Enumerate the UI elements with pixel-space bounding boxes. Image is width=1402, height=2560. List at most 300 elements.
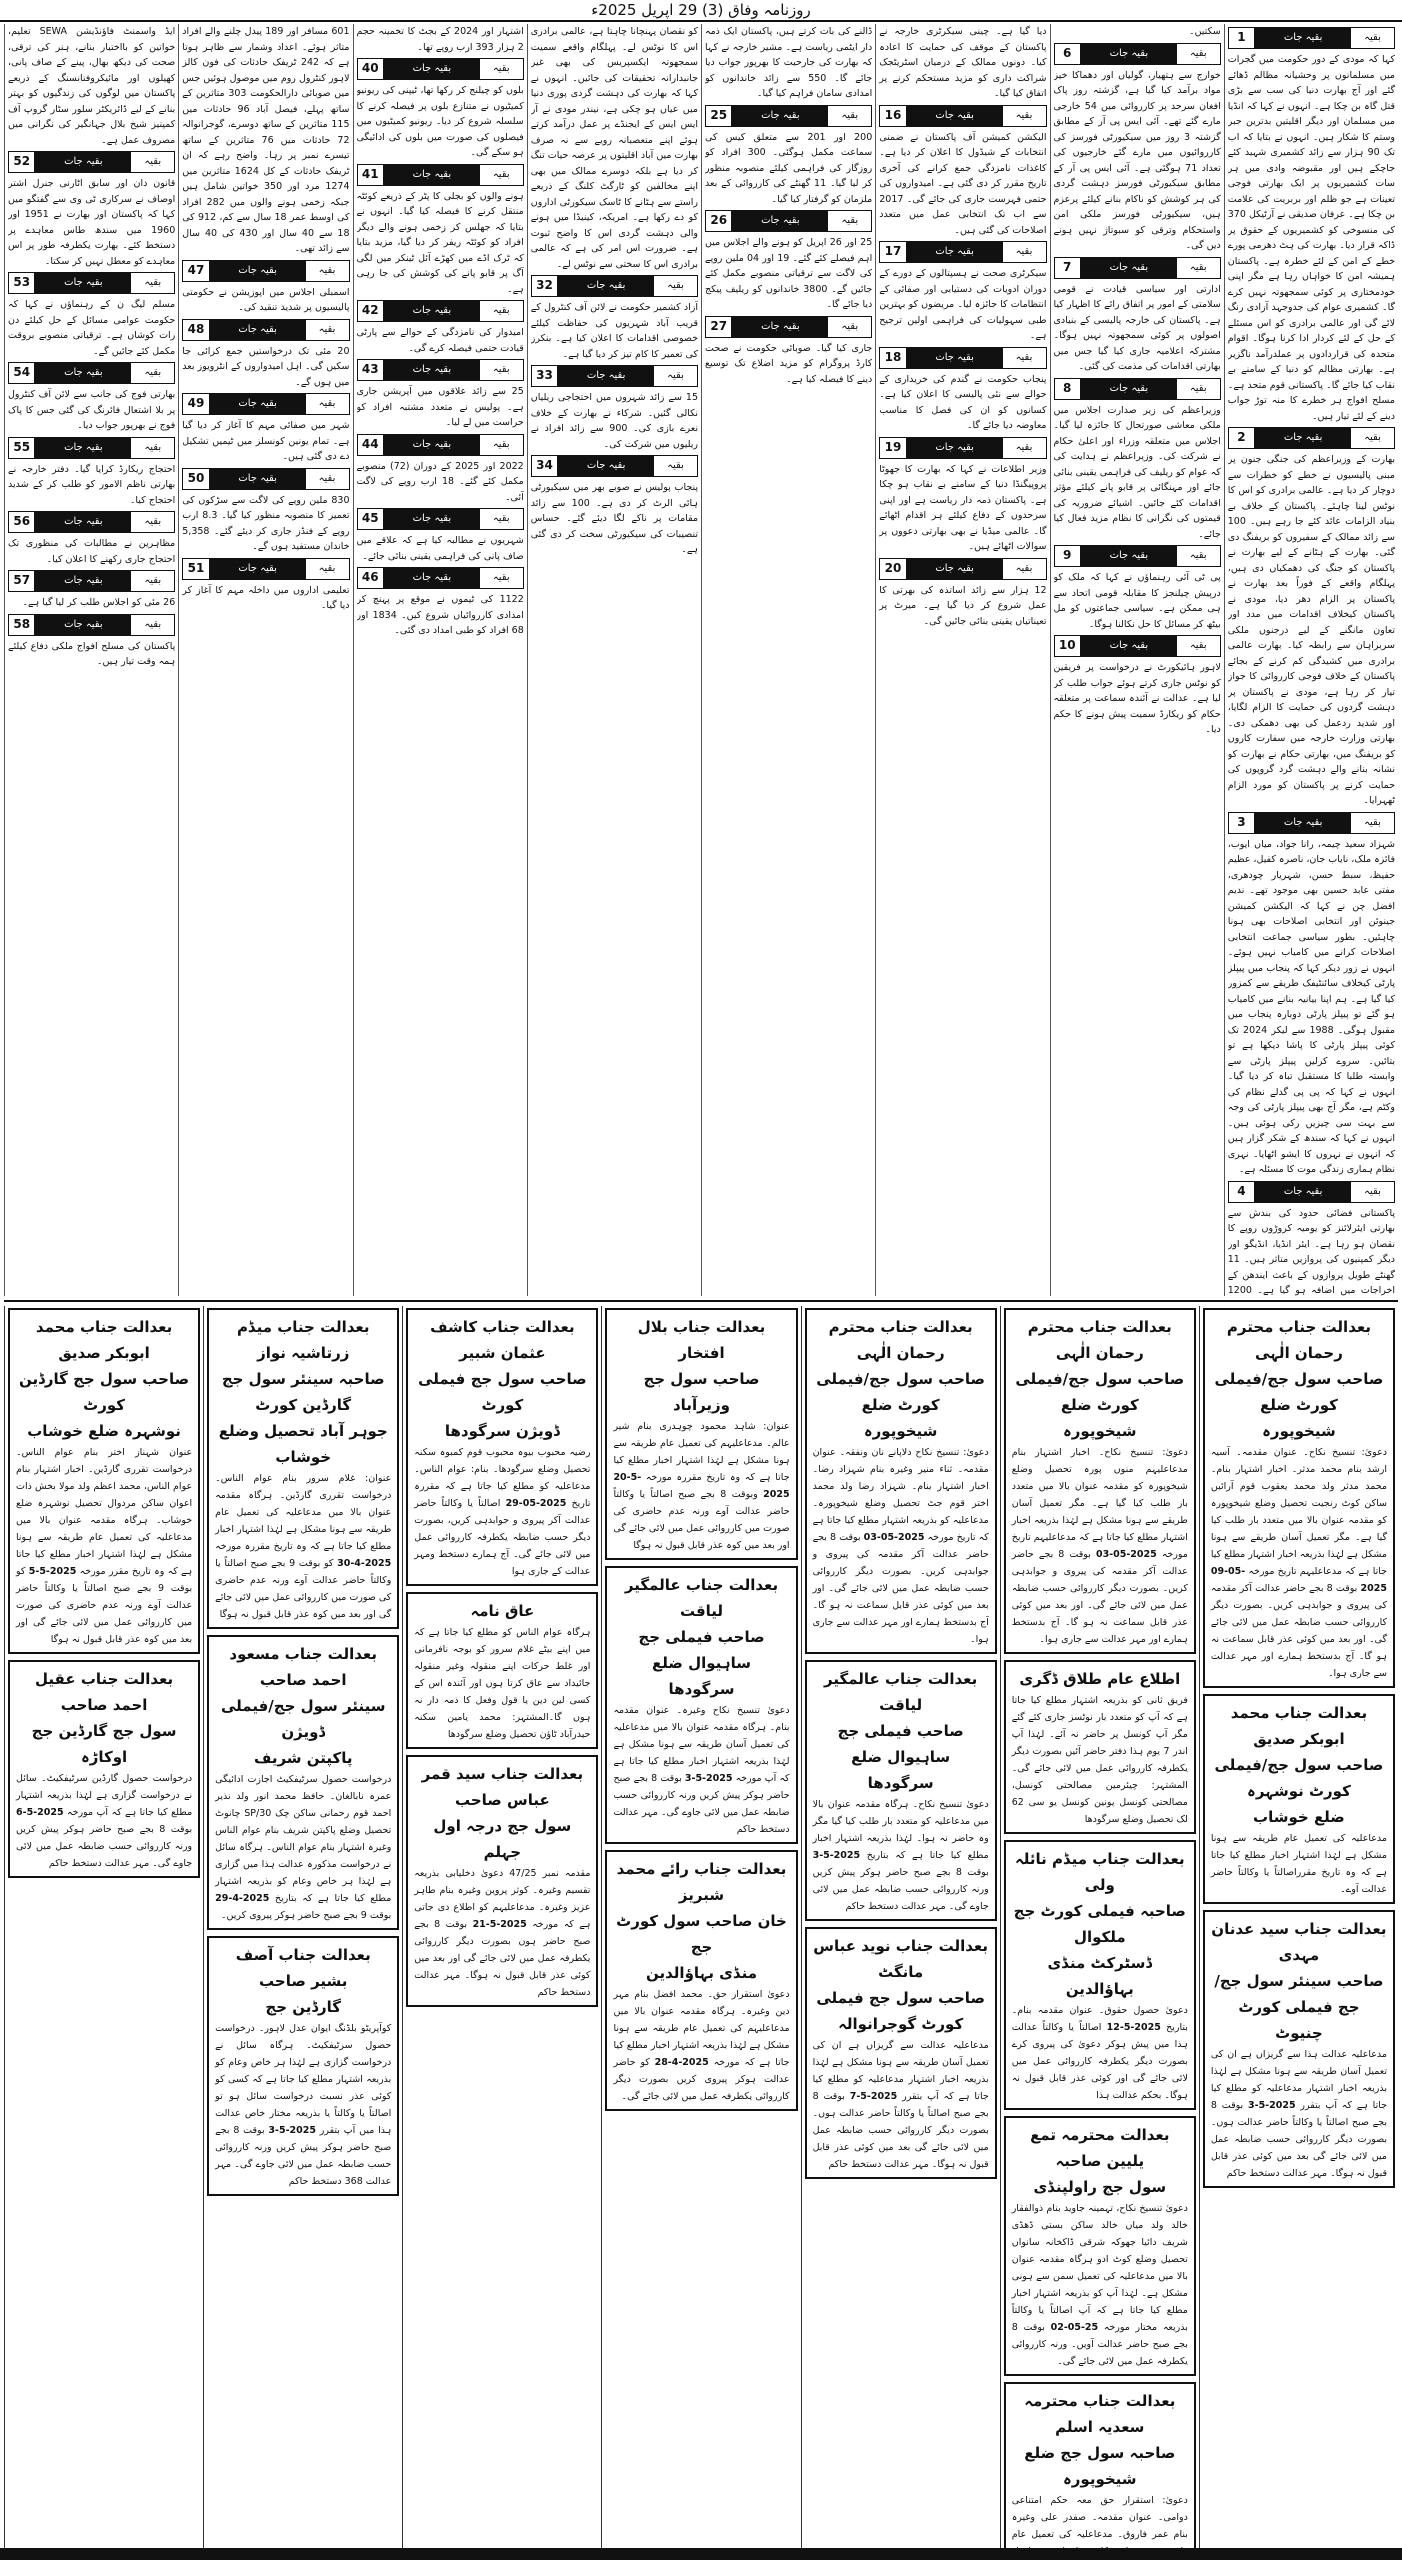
label-main: بقیہ جات xyxy=(907,242,1003,262)
continuation-label xyxy=(879,437,1046,459)
label-word: بقیہ xyxy=(1177,636,1220,656)
label-number: 19 xyxy=(880,438,906,458)
notice-heading: صاحب سول جج فیملی کورٹ گوجرانوالہ xyxy=(816,1989,985,2033)
label-word: بقیہ xyxy=(1351,28,1394,48)
article-text: 601 مسافر اور 189 پیدل چلنے والے افراد متاثر ہوئے۔ اعداد وشمار سے ظاہر ہوتا ہے کہ 242 ٹریفک حادثات کی فون کالز لاہور کنٹرول روم میں موصول ہوئیں جس میں صوبائی دارالحکومت 303 متاثرین کے ساتھ پہلے، فیصل آباد 96 حادثات میں 115 متاثرین کے ساتھ دوسرے، گوجرانوالہ 72 حادثات میں 76 متاثرین کے ساتھ تیسرے نمبر پر رہا۔ واضح رہے کہ ان ٹریفک حادثات کے کل 1624 متاثرین میں 1274 مرد اور 350 خواتین شامل ہیں جبکہ زخمی ہونے والوں میں 282 افراد کی اوسط عمر 18 سال سے کم، 912 کی 18 سے 40 سال اور 430 کی 40 سال سے زائد تھی۔ xyxy=(182,26,350,254)
notice-date: 29-4-2025 xyxy=(215,1893,270,1904)
article-text: خوارج سے ہتھیار، گولیاں اور دھماکا خیز مواد برآمد کیا گیا ہے، گزشتہ روز پاک افغان سرحد پر کارروائی میں 54 خارجی مارے گئے تھے۔ آئی ایس پی آر کے مطابق گزشتہ 3 روز میں سیکیورٹی فورسز کی کارروائیوں میں مارے گئے خارجیوں کی تعداد 71 ہوگئی ہے۔ آئی ایس پی آر کے مطابق سیکیورٹی فورسز دہشت گردی کی ہر کوشش کو ناکام بنانے کیلئے پرعزم ہیں، سیکیورٹی فورسز ملکی امن واستحکام وترقی کو سبوتاژ نہیں ہونے دیں گی۔ xyxy=(1053,69,1221,251)
notice-text: مقدمہ نمبر 47/25 دعویٰ دخلیابی بذریعہ تقسیم وغیرہ۔ کوثر پروین وغیرہ بنام طاہر عزیز وغیرہ۔ مدعاعلیہم کو اطلاع دی جاتی ہے کہ مورخہ xyxy=(414,1868,591,1930)
label-number: 40 xyxy=(358,59,384,79)
label-word: بقیہ xyxy=(1351,428,1394,448)
notice-text: عنوان: غلام سرور بنام عوام الناس۔ درخواست تقرری گارڈین۔ ہرگاہ مقدمہ عنوان بالا میں مدعاعلیہ کی تعمیل عام طریقہ سے ہونا مشکل ہے لہٰذا اشتہار اخبار مطلع کیا جاتا ہے کہ وہ تاریخ مقررہ مورخہ xyxy=(215,1473,392,1552)
label-main: بقیہ جات xyxy=(558,456,654,476)
article-text: 1122 کی ٹیموں نے موقع پر پہنچ کر امدادی کارروائیاں شروع کیں۔ 1834 اور 68 افراد کو طبی امداد دی گئی۔ xyxy=(356,594,524,636)
notice-heading: صاحبہ فیملی کورٹ جج ملکوال xyxy=(1013,1902,1186,1946)
newspaper-page xyxy=(4,24,1398,2554)
notice-heading: صاحب سول جج وزیرآباد xyxy=(643,1370,760,1414)
label-word: بقیہ xyxy=(131,438,174,458)
article-text: 15 سے زائد شہروں میں احتجاجی ریلیاں نکالی گئیں۔ شرکاء نے بھارت کے خلاف نعرے بازی کی۔ 900 سے زائد افراد نے ریلیوں میں شرکت کی۔ xyxy=(530,392,698,450)
article-text: اسمبلی اجلاس میں اپوزیشن نے حکومتی پالیسیوں پر شدید تنقید کی۔ xyxy=(182,286,350,313)
notice-heading: بعدالت جناب نوید عباس مانگٹ xyxy=(813,1937,989,1981)
article-text: شہزاد سعید چیمہ، رانا جواد، میاں ایوب، فائزہ ملک، نایاب جان، ناصرہ کفیل، عظیم حفیظ، سبط حسن، شہریار چودھری، مفتی عابد حسین بھی موجود تھے۔ ندیم افضل چن نے کہا کہ الیکشن کمیشن جینوئن اور انتخابی اصلاحات بھی ہونا چاہئیں۔ بطور سیاسی جماعت انتخابی اصلاحات کرانے میں کامیاب نہیں ہوئے۔ انہوں نے زور دیکر کہا کہ پنجاب میں پیپلز پارٹی کیخلاف سائنٹیفک طریقے سے کمزور کیا گیا ہے۔ ہم اپنا بیانیہ بنانے میں کامیاب ہو گئے تو پیپلز پارٹی دوبارہ پنجاب میں مقبول ہوگی۔ 1988 سے لیکر 2024 تک کوئی پیپلز پارٹی کا پاشا دیکھا ہے تو بتائیں۔ سروے کرلیں پیپلز پارٹی سے وابستہ طلبا کا مستقبل تباہ کر دیا گیا۔ انہوں نے کہا کہ پی پی گدلے نظام کی وکٹم ہے، مگر آج بھی پیپلز پارٹی کی وجہ سے بہت سی چیزیں رکی ہوئی ہیں۔ انہوں نے کہا کہ سندھ کے شکر گزار ہیں کہ انہوں نے نہروں کا ایشو اٹھایا۔ نہری نظام ہماری زندگی موت کا مسئلہ ہے۔ xyxy=(1227,838,1395,1175)
notice-date: 3-5-2025 xyxy=(268,2125,316,2136)
notice-heading: ڈویژن سرگودھا xyxy=(444,1422,560,1440)
notice-date: 28-4-2025 xyxy=(654,2057,709,2068)
label-main: بقیہ جات xyxy=(1081,636,1177,656)
notice-tail: بوقت 8 بجے صبح حاضر ہوں بصورت دیگر کارروائی یکطرفہ عمل میں لائی جائے گی اور بعد میں کوئی عذر قابل قبول نہ ہوگا۔ مہر عدالت دستخط حاکم xyxy=(414,1919,591,1998)
notice-text: دعویٰ تنسیخ نکاح۔ ہرگاہ مقدمہ عنوان بالا میں مدعاعلیہ کو متعدد بار طلب کیا گیا مگر وہ حاضر نہ ہوا۔ لہٰذا بذریعہ اشتہار اخبار مطلع کیا جاتا ہے کہ بتاریخ xyxy=(812,1799,989,1861)
article-text: بھارتی فوج کی جانب سے لائن آف کنٹرول پر بلا اشتعال فائرنگ کی گئی جس کا پاک فوج نے بھرپور جواب دیا۔ xyxy=(8,389,176,431)
label-main: بقیہ جات xyxy=(907,559,1003,579)
continuation-label xyxy=(182,558,349,580)
notice-text: عنوان: شاہد محمود چوہدری بنام شیر عالم۔ مدعاعلیہم کی تعمیل عام طریقہ سے ہونا مشکل ہے لہٰذا اشتہار اخبار مطلع کیا جاتا ہے کہ وہ تاریخ مقررہ مورخہ xyxy=(613,1421,790,1483)
label-main: بقیہ جات xyxy=(1081,258,1177,278)
notice-body xyxy=(1012,1444,1188,1648)
label-main: بقیہ جات xyxy=(1255,28,1351,48)
continuation-label xyxy=(8,437,175,459)
court-notice xyxy=(406,1755,598,2007)
label-number: 53 xyxy=(9,273,35,293)
label-main: بقیہ جات xyxy=(1255,428,1351,448)
label-main: بقیہ جات xyxy=(558,366,654,386)
notice-tail: بوقت 8 بجے صبح اصالتاً یا وکالتاً حاضر عدالت ہوں۔ بصورت دیگر کارروائی حسب ضابطہ عمل میں لائی جائے گی بعد میں کوئی عذر قابل قبول نہ ہوگا۔ مہر عدالت دستخط حاکم xyxy=(1210,2100,1387,2179)
continuation-label xyxy=(531,455,698,477)
notice-column xyxy=(601,1306,800,2554)
notice-date: 20-5-2025 xyxy=(613,1472,790,1500)
notice-body xyxy=(414,1444,590,1580)
label-number: 55 xyxy=(9,438,35,458)
notice-tail: بوقت 8 بجے صبح حاضر ہوکر پیش کریں ورنہ کارروائی حسب ضابطہ عمل میں لائی جاوے گی۔ مہر عدالت دستخط حاکم xyxy=(812,1867,989,1912)
label-main: بقیہ جات xyxy=(35,512,131,532)
label-word: بقیہ xyxy=(131,615,174,635)
notice-column xyxy=(1000,1306,1199,2554)
label-word: بقیہ xyxy=(480,568,523,588)
notice-body xyxy=(813,1796,989,1915)
article-text: ادارتی اور سیاسی قیادت نے قومی سلامتی کے امور پر اتفاق رائے کا اظہار کیا ہے۔ پاکستان کی خارجہ پالیسی کے بنیادی اصولوں پر کوئی سمجھوتہ نہیں ہوگا۔ مشترکہ اعلامیہ جاری کیا گیا جس میں بھارتی اقدامات کی مذمت کی گئی۔ xyxy=(1053,283,1221,372)
notice-tail: المشتہر: محمد یامین سکنہ حیدرآباد ٹاؤن تحصیل وضلع سرگودھا xyxy=(414,1712,591,1740)
notice-heading: صاحب فیملی جج ساہیوال ضلع xyxy=(837,1722,964,1766)
label-word: بقیہ xyxy=(480,165,523,185)
court-notice xyxy=(1004,1308,1196,1654)
notice-tail: کو بوقت 9 بجے صبح اصالتاً یا وکالتاً حاضر عدالت آوے ورنہ عدم حاضری کی صورت میں کارروائی عمل میں لائی جائے گی اور بعد میں کوہ عذر قابل قبول نہ ہوگا xyxy=(16,1566,193,1645)
notice-body xyxy=(1012,2200,1188,2370)
page-masthead xyxy=(0,0,1402,22)
label-number: 32 xyxy=(532,276,558,296)
masthead-title: روزنامہ وفاق (3) 29 اپریل 2025ء xyxy=(591,1,811,19)
notice-text: دعویٰ: تنسیخ نکاح۔ اخبار اشتہار بنام مدعاعلیہم منوں پورہ تحصیل وضلع شیخوپورہ کو مقدمہ عنوان بالا میں متعدد بار طلب کیا گیا ہے۔ مگر تعمیل آسان طریقے سے ہونا مشکل ہے لہٰذا بذریعہ اخبار اشتہار مطلع کیا جاتا ہے کہ مدعاعلیہم تاریخ مورخہ xyxy=(1011,1447,1188,1560)
label-word: بقیہ xyxy=(1003,106,1046,126)
article-text: مظاہرین نے مطالبات کی منظوری تک احتجاج جاری رکھنے کا اعلان کیا۔ xyxy=(8,538,176,565)
continuation-label xyxy=(879,105,1046,127)
notice-text: رضیہ محبوب بیوہ محبوب قوم کمبوہ سکنہ تحصیل وضلع سرگودھا۔ بنام: عوام الناس۔ مدعاعلیہ کو مطلع کیا جاتا ہے کہ مقررہ تاریخ xyxy=(414,1447,591,1509)
notice-body xyxy=(1211,1830,1387,1898)
notice-tail: بوقت 8 بجے صبح حاضر ہوکر پیش کریں ورنہ کارروائی حسب ضابطہ عمل میں لائی جاوے گی۔ مہر عدالت دستخط حاکم xyxy=(16,1824,193,1869)
label-word: بقیہ xyxy=(306,320,349,340)
notice-heading: سول جج درجہ اول جہلم xyxy=(433,1817,572,1861)
label-main: بقیہ جات xyxy=(384,165,480,185)
notice-heading: ضلع خوشاب xyxy=(1253,1808,1345,1826)
notice-body xyxy=(215,1771,391,1924)
continuation-label xyxy=(8,362,175,384)
label-main: بقیہ جات xyxy=(732,106,828,126)
label-number: 25 xyxy=(706,106,732,126)
news-column xyxy=(701,24,875,1296)
continuation-label xyxy=(1228,812,1395,834)
notice-date: 12-5-2025 xyxy=(1106,2022,1161,2033)
label-word: بقیہ xyxy=(1177,546,1220,566)
court-notice xyxy=(207,1936,399,2196)
label-main: بقیہ جات xyxy=(35,363,131,383)
article-text: قانون دان اور سابق اٹارنی جنرل اشتر اوصاف نے سرکاری ٹی وی سے گفتگو میں کہا کہ پاکستان اور بھارت نے 1951 اور 1960 میں سندھ طاس معاہدے پر دستخط کئے۔ بھارت یکطرفہ طور پر اس معاہدے کو معطل نہیں کر سکتا۔ xyxy=(8,178,176,267)
notice-heading: بعدالت جناب مسعود احمد صاحب xyxy=(229,1645,378,1689)
article-text: پاکستان کی مسلح افواج ملکی دفاع کیلئے ہمہ وقت تیار ہیں۔ xyxy=(8,640,176,667)
label-word: بقیہ xyxy=(654,366,697,386)
label-main: بقیہ جات xyxy=(35,152,131,172)
label-number: 1 xyxy=(1229,28,1255,48)
label-main: بقیہ جات xyxy=(732,211,828,231)
label-number: 4 xyxy=(1229,1182,1255,1202)
label-number: 17 xyxy=(880,242,906,262)
label-word: بقیہ xyxy=(1003,438,1046,458)
article-text: پاکستانی فضائی حدود کی بندش سے بھارتی ایئرلائنز کو یومیہ کروڑوں روپے کا نقصان ہو رہا ہے۔ ایئر انڈیا، انڈیگو اور دیگر کمپنیوں کی پروازیں متاثر ہیں۔ 11 گھنٹے طویل پروازوں کے باعث ایندھن کے اخراجات میں اضافہ ہو گیا ہے۔ 1200 xyxy=(1227,1207,1395,1296)
notice-body xyxy=(1012,1692,1188,1828)
notice-body xyxy=(613,1986,789,2105)
notice-text: عنوان شہناز اختر بنام عوام الناس۔ درخواست تقرری گارڈین۔ اخبار اشتہار بنام عوام الناس، محمد اعظم ولد مولا بخش ذات اعوان ساکن مردوال تحصیل نوشہرہ ضلع خوشاب۔ ہرگاہ مقدمہ عنوان بالا میں مدعاعلیہ کی تعمیل عام طریقہ سے ہونا مشکل ہے لہٰذا اشتہار اخبار مطلع کیا جاتا ہے کہ وہ تاریخ مقرر مورخہ xyxy=(16,1447,193,1577)
label-main: بقیہ جات xyxy=(384,301,480,321)
article-text: بلوں کو چیلنج کر رکھا تھا، ٹیپنی کی ریونیو کمیٹیوں نے متنازع بلوں پر فیصلہ کرنے کا سلسلہ شروع کر دیا۔ ریونیو کمیٹیوں میں فیصلوں کی صورت میں بلوں کی ادائیگی ہو سکے گی۔ xyxy=(356,85,524,158)
notice-tail: بوقت 8 بجے صبح اصالتاً یا وکالتاً حاضر عدالت ہوں۔ بصورت دیگر کارروائی حسب ضابطہ عمل میں لائی جائے گی بعد میں کوئی عذر قابل قبول نہ ہوگا۔ مہر عدالت دستخط حاکم xyxy=(812,2091,989,2170)
article-text: ڈالنے کی بات کرتے ہیں، پاکستان ایک ذمہ دار ایٹمی ریاست ہے۔ مشیر خارجہ نے کہا کہ بھارت کی جارحیت کا بھرپور جواب دیا جائے گا۔ 550 سے زائد خاندانوں کو امدادی سامان فراہم کیا گیا۔ xyxy=(705,26,873,99)
notice-date: 3-5-2025 xyxy=(1248,2100,1296,2111)
label-word: بقیہ xyxy=(1003,559,1046,579)
notice-column xyxy=(801,1306,1000,2554)
notice-date: 02-05-25 xyxy=(1050,2322,1099,2333)
article-text: وزیر اطلاعات نے کہا کہ بھارت کا جھوٹا پروپیگنڈا دنیا کے سامنے بے نقاب ہو چکا ہے۔ پاکستان ذمہ دار ریاست ہے اور اپنی سرحدوں کے دفاع کیلئے ہر اقدام اٹھائے گا۔ عالمی میڈیا نے بھی بھارتی دعووں پر سوالات اٹھائے ہیں۔ xyxy=(879,463,1047,552)
notice-date: 3-5-2025 xyxy=(684,1773,733,1784)
notice-heading: بعدالت جناب سید عدنان مہدی xyxy=(1211,1920,1387,1964)
article-text: کہا کہ مودی کے دور حکومت میں گجرات میں مسلمانوں پر وحشیانہ مظالم ڈھائے گئے اور آج بھارت دنیا کی سب سے بڑی قتل گاہ بن چکا ہے۔ انہوں نے کہا کہ انڈیا میں مسلمان اور دیگر اقلیتیں بدترین جبر وستم کا شکار ہیں۔ انہوں نے بتایا کہ اب تک 90 ہزار سے زائد کشمیری شہید کئے جاچکے ہیں اور مقبوضہ وادی میں ہر سات کشمیریوں پر ایک بھارتی فوجی تعینات ہے جو ظلم اور بربریت کی علامت بن چکا ہے۔ عرفان صدیقی نے آرٹیکل 370 کی منسوخی کو کشمیریوں کے حقوق پر ڈاکہ قرار دیا۔ بھارت کی ہٹ دھرمی پورے خطے کے امن کے لئے خطرہ ہے۔ پاکستان ہمیشہ امن کا خواہاں رہا ہے مگر اپنی خودمختاری پر کوئی سمجھوتہ نہیں کرے گا۔ کشمیری عوام کی جدوجہد آزادی رنگ لائے گی اور عالمی برادری کو اس مسئلے کے حل کے لئے کردار ادا کرنا ہوگا۔ اقوام متحدہ کی قراردادوں پر عملدرآمد ناگزیر ہے۔ بھارتی مظالم کو دنیا کے سامنے بے نقاب کیا جائے گا۔ پاکستانی قوم متحد ہے۔ مسلح افواج ہر خطرے کا منہ توڑ جواب دینے کے لئے تیار ہیں۔ xyxy=(1227,54,1395,422)
label-main: بقیہ جات xyxy=(907,348,1003,368)
court-notice xyxy=(1203,1694,1395,1904)
court-notice xyxy=(605,1308,797,1560)
label-word: بقیہ xyxy=(131,273,174,293)
notice-column xyxy=(402,1306,601,2554)
continuation-label xyxy=(1054,43,1221,65)
continuation-label xyxy=(357,58,524,80)
label-number: 46 xyxy=(358,568,384,588)
notice-tail: اصالتاً یا وکالتاً حاضر عدالت آوے۔ xyxy=(1210,1867,1387,1895)
notice-heading: صاحب سول جج/فیملی کورٹ ضلع xyxy=(1214,1370,1384,1414)
label-word: بقیہ xyxy=(654,276,697,296)
article-text: 200 اور 201 سے متعلق کیس کی سماعت مکمل ہوگئی۔ 300 افراد کو روزگار کی فراہمی کیلئے منصوبہ منظور کر لیا گیا۔ 11 گھنٹے کی کارروائی کے بعد ملزمان کو گرفتار کیا گیا۔ xyxy=(705,131,873,205)
article-text: ایڈ واسمنٹ فاؤنڈیشن SEWA تعلیم، خواتین کو بااختیار بنانے، ہنر کی ترقی، صحت کی دیکھ بھال، پینے کے صاف پانی، کھیلوں اور مائیکروفنانسنگ کے ذریعے پاکستان میں لوگوں کی زندگیوں کو بہتر بنانے کے لیے ڈائریکٹر سلور سٹار گروپ آف کمپنیز شیخ بلال جہانگیر کی نگرانی میں مصروف عمل ہے۔ xyxy=(8,26,176,146)
notice-date: 7-5-2025 xyxy=(849,2091,898,2102)
label-main: بقیہ جات xyxy=(1255,813,1351,833)
notice-column xyxy=(4,1306,203,2554)
notice-tail: بوقت 8 بجے حاضر عدالت آکر مقدمہ کی پیروی و جوابدہی کریں۔ بصورت دیگر کارروائی حسب ضابطہ عمل میں لائی جائے گی۔ اور بعد میں کوئی عذر قابل سماعت نہ ہو گا۔ آج بدستخط ہمارے اور مہر عدالت سے جاری ہوا۔ xyxy=(1011,1549,1188,1645)
label-number: 52 xyxy=(9,152,35,172)
label-word: بقیہ xyxy=(131,512,174,532)
article-text: شہر میں صفائی مہم کا آغاز کر دیا گیا ہے۔ تمام یونین کونسلز میں ٹیمیں تشکیل دے دی گئی ہیں۔ xyxy=(182,420,350,462)
continuation-label xyxy=(182,468,349,490)
label-number: 47 xyxy=(183,261,209,281)
court-notice xyxy=(805,1308,997,1654)
continuation-label xyxy=(357,434,524,456)
continuation-label xyxy=(182,260,349,282)
label-word: بقیہ xyxy=(480,435,523,455)
notice-heading: بعدالت جناب میڈم نائلہ ولی xyxy=(1014,1850,1185,1894)
label-word: بقیہ xyxy=(480,59,523,79)
continuation-label xyxy=(357,164,524,186)
continuation-label xyxy=(879,347,1046,369)
notice-body xyxy=(1211,2046,1387,2182)
article-text: 2022 اور 2025 کے دوران (72) منصوبے مکمل کئے گئے۔ 18 ارب روپے کی لاگت آئی۔ xyxy=(356,460,524,503)
notice-heading: گارڈین جج xyxy=(265,1998,342,2016)
label-main: بقیہ جات xyxy=(210,261,306,281)
notice-heading: صاحبہ سینئر سول جج گارڈین کورٹ xyxy=(221,1370,385,1414)
court-notice xyxy=(8,1660,200,1878)
continuation-label xyxy=(879,558,1046,580)
notice-heading: بعدالت جناب میڈم زرتاشیہ نواز xyxy=(236,1318,370,1362)
notice-tail: وبوقت 8 بجے صبح اصالتاً یا وکالتاً حاضر عدالت آوے ورنہ عدم حاضری کی صورت میں کارروائی عمل میں لائی جائے گی اور بعد میں کوہ عذر قابل قبول نہ ہوگا xyxy=(613,1489,790,1551)
news-column xyxy=(527,24,701,1296)
continuation-label xyxy=(1054,378,1221,400)
notice-heading: بعدالت جناب کاشف عثمان شبیر xyxy=(430,1318,575,1362)
notice-body xyxy=(414,1624,590,1743)
label-main: بقیہ جات xyxy=(210,559,306,579)
notice-body xyxy=(414,1865,590,2001)
notice-body xyxy=(813,2037,989,2173)
notice-heading: صاحب سول جج فیملی کورٹ xyxy=(418,1370,587,1414)
label-word: بقیہ xyxy=(1351,813,1394,833)
notice-date: 03-05-2025 xyxy=(1095,1549,1157,1560)
notice-tail: اصالتاً یا وکالتاً عدالت ہذا میں پیش ہوکر دعویٰ کی پیروی کرے بصورت دیگر یکطرفہ کارروائی عمل میں لائی جائے گی اور کوئی عذر قابل قبول نہ ہوگا۔ بحکم عدالت ہذا xyxy=(1011,2022,1188,2101)
article-text: شہریوں نے مطالبہ کیا ہے کہ علاقے میں صاف پانی کی فراہمی یقینی بنائی جائے۔ xyxy=(356,535,524,562)
continuation-label xyxy=(8,614,175,636)
notice-tail: المشتہر: چیئرمین مصالحتی کونسل، مصالحتی کونسل یونین کونسل یو سی 62 لک تحصیل وضلع سرگودھا xyxy=(1011,1780,1188,1825)
notice-heading: بعدالت جناب محترم رحمان الٰہی xyxy=(828,1318,973,1362)
notice-heading: جوہر آباد تحصیل وضلع خوشاب xyxy=(218,1422,388,1466)
notice-heading: سرگودھا xyxy=(867,1774,934,1792)
continuation-label xyxy=(705,316,872,338)
notice-heading: صاحب سول جج/فیملی کورٹ ضلع xyxy=(816,1370,986,1414)
label-number: 9 xyxy=(1055,546,1081,566)
label-word: بقیہ xyxy=(1177,44,1220,64)
notice-heading: بعدالت جناب محمد ابوبکر صدیق xyxy=(1230,1704,1368,1748)
label-number: 18 xyxy=(880,348,906,368)
notice-tail: بوقت 8 بجے صبح حاضر ہوکر پیش کریں ورنہ کارروائی حسب ضابطہ عمل میں لائی جاوے گی۔ مہر عدالت 368 دستخط حاکم xyxy=(215,2125,392,2187)
notice-body xyxy=(215,1470,391,1623)
court-notice xyxy=(207,1308,399,1629)
notice-heading: سول جج راولپنڈی xyxy=(1033,2178,1167,2196)
label-word: بقیہ xyxy=(1351,1182,1394,1202)
article-text: 25 اور 26 اپریل کو ہونے والے اجلاس میں اہم فیصلے کئے گئے۔ 19 اور 04 ملین روپے کی لاگت سے ترقیاتی منصوبے مکمل کئے جائیں گے۔ 3800 خاندانوں کو ریلیف پیکج دیا جائے گا۔ xyxy=(705,237,873,310)
label-main: بقیہ جات xyxy=(210,394,306,414)
news-column xyxy=(1224,24,1398,1296)
notice-tail: بوقت 8 بجے حاضر عدالت آکر مقدمہ کی پیروی و جوابدہی کریں۔ بصورت دیگر کارروائی حسب ضابطہ عمل میں لائی جائے گی۔ اور بعد میں کوئی عذر قابل سماعت نہ ہو گا۔ آج بدستخط ہمارے اور مہر عدالت سے جاری ہوا۔ xyxy=(812,1532,989,1645)
court-notice xyxy=(605,1850,797,2111)
label-main: بقیہ جات xyxy=(732,317,828,337)
article-text: لاہور ہائیکورٹ نے درخواست پر فریقین کو نوٹس جاری کرتے ہوئے جواب طلب کر لیا ہے۔ عدالت نے آئندہ سماعت پر متعلقہ حکام کو ریکارڈ سمیت پیش ہونے کا حکم دیا۔ xyxy=(1053,662,1221,735)
notice-heading: سرگودھا xyxy=(668,1680,735,1698)
label-word: بقیہ xyxy=(306,559,349,579)
notice-date: 09-05-2025 xyxy=(1210,1566,1387,1594)
article-text: 12 ہزار سے زائد اساتذہ کی بھرتی کا عمل شروع کر دیا گیا ہے۔ میرٹ پر تعیناتیاں یقینی بنائی جائیں گی۔ xyxy=(879,584,1047,627)
notice-column xyxy=(1199,1306,1398,2554)
court-notice xyxy=(605,1566,797,1844)
continuation-label xyxy=(1228,1181,1395,1203)
label-main: بقیہ جات xyxy=(384,360,480,380)
label-number: 41 xyxy=(358,165,384,185)
article-text: بھارت کے وزیراعظم کی جنگی جنون پر مبنی پالیسیوں نے خطے کو خطرات سے دوچار کر دیا ہے۔ عالمی برادری کو اس کا نوٹس لینا چاہئے۔ پاکستان کے خلاف بے بنیاد الزامات عائد کئے جا رہے ہیں۔ 100 سے زائد ممالک کے سفیروں کو بریفنگ دی گئی۔ بھارت کے ہٹانے کے لیے بھارت نے پاکستان کو جنگ کی دھمکیاں دی ہیں، پہلگام واقعے کے فوراً بعد بھارت نے پاکستان پر الزام دھر دیا، مودی نے پاکستان کیخلاف اقدامات میں مدد اور تعاون مانگنے کے لیے درجنوں ملکی سربراہان سے رابطہ کیا۔ بھارت عالمی برادری میں کشیدگی کم کرنے کے بجائے پاکستان کے خلاف فوجی کارروائی کا جواز تیار کر رہا ہے، مودی نے پاکستان پر دہشت گردوں کی حمایت کا الزام لگایا، اور شدید ردعمل کی بھی دھمکی دی۔ بھارتی وزارت خارجہ میں سفارت کاروں کو بریفنگ میں، بھارتی حکام نے بھارت کو نشانہ بنانے والے دہشت گرد گروپوں کی حمایت کرنے پر پاکستان کو مورد الزام ٹھہرایا۔ xyxy=(1227,454,1395,806)
continuation-label xyxy=(357,300,524,322)
article-text: الیکشن کمیشن آف پاکستان نے ضمنی انتخابات کے شیڈول کا اعلان کر دیا ہے۔ کاغذات نامزدگی جمع کرانے کی آخری تاریخ مقرر کر دی گئی ہے۔ امیدواروں کی حتمی فہرست جاری کی جائے گی۔ 2017 سے اب تک انتخابی عمل میں متعدد اصلاحات کی گئی ہیں۔ xyxy=(879,131,1047,236)
label-number: 50 xyxy=(183,469,209,489)
notice-heading: بعدالت جناب رائے محمد شبریز xyxy=(616,1860,787,1904)
label-word: بقیہ xyxy=(480,301,523,321)
notice-tail: بوقت 9 بجے صبح حاضر ہوکر پیروی کریں۔ xyxy=(220,1910,392,1921)
label-word: بقیہ xyxy=(131,363,174,383)
notice-text: درخواست حصول گارڈین سرٹیفکیٹ۔ سائل نے درخواست گزاری ہے لہٰذا بذریعہ اشتہار مطلع کیا جاتا ہے کہ آپ مورخہ xyxy=(16,1773,193,1818)
notice-text: فریق ثانی کو بذریعہ اشتہار مطلع کیا جاتا ہے کہ آپ کو متعدد بار نوٹسز جاری کئے گئے مگر آپ کونسل پر حاضر نہ آئے۔ لہٰذا آپ اندر 7 یوم ہذا دفتر حاضر آئیں بصورت دیگر یکطرفہ کارروائی عمل میں لائی جائے گی۔ xyxy=(1011,1695,1188,1774)
notice-heading: خان صاحب سول کورٹ جج xyxy=(616,1912,787,1956)
court-notice xyxy=(1203,1910,1395,2188)
label-word: بقیہ xyxy=(131,152,174,172)
article-text: ہونے والوں کو بجلی کا پٹر کے ذریعے کوئٹہ منتقل کرنے کا فیصلہ کیا گیا۔ انہوں نے بتایا کہ جھلس کر زخمی ہونے والے دیگر افراد کو کوئٹہ ریفر کر دیا گیا، مزید بتایا کہ ٹرک اڈے میں کھڑے آئل ٹینکر میں لگی آگ پر قابو پانے کی کوشش کی جا رہی ہے۔ xyxy=(356,190,524,295)
notice-heading: صاحب فیملی جج ساہیوال ضلع xyxy=(638,1628,765,1672)
label-number: 16 xyxy=(880,106,906,126)
notice-date: 5-5-2025 xyxy=(28,1566,77,1577)
label-number: 7 xyxy=(1055,258,1081,278)
court-notice xyxy=(1004,2382,1196,2554)
label-main: بقیہ جات xyxy=(384,509,480,529)
notice-body xyxy=(613,1418,789,1554)
article-text: وزیراعظم کی زیر صدارت اجلاس میں ملکی معاشی صورتحال کا جائزہ لیا گیا۔ اجلاس میں متعلقہ وزراء اور اعلیٰ حکام نے شرکت کی۔ وزیراعظم نے ہدایت کی کہ عوام کو ریلیف کی فراہمی یقینی بنائی جائے اور مہنگائی پر قابو پانے کیلئے مؤثر اقدامات کئے جائیں۔ اشیائے ضروریہ کی قیمتوں کی نگرانی کا نظام مزید فعال کیا جائے۔ xyxy=(1053,404,1221,540)
notice-heading: بعدالت جناب آصف بشیر صاحب xyxy=(235,1946,371,1990)
court-notice xyxy=(406,1592,598,1749)
notice-heading: سینئر سول جج/فیملی ڈویژن xyxy=(220,1697,386,1741)
label-number: 44 xyxy=(358,435,384,455)
label-main: بقیہ جات xyxy=(210,320,306,340)
label-main: بقیہ جات xyxy=(35,438,131,458)
label-number: 20 xyxy=(880,559,906,579)
notice-text: دعویٰ: استقرار حق معہ حکم امتناعی دوامی۔ عنوان مقدمہ۔ صفدر علی وغیرہ بنام عمر فاروق۔ مدعاعلیہ کی تعمیل عام xyxy=(1011,2495,1188,2540)
notice-tail: بوقت 8 بجے صبح حاضر ہوکر پیش کریں ورنہ کارروائی حسب ضابطہ عمل میں لائی جاوے گی۔ مہر عدالت دستخط حاکم xyxy=(613,1773,790,1835)
court-notice xyxy=(207,1635,399,1930)
label-main: بقیہ جات xyxy=(1081,379,1177,399)
label-word: بقیہ xyxy=(480,360,523,380)
notice-body xyxy=(16,1770,192,1872)
court-notice xyxy=(805,1927,997,2179)
label-main: بقیہ جات xyxy=(1081,44,1177,64)
notice-text: ہرگاہ عوام الناس کو مطلع کیا جاتا ہے کہ میں اپنے بیٹے غلام سرور کو بوجہ نافرمانی اور غلط حرکات اپنے منقولہ وغیر منقولہ جائیداد سے عاق کرتا ہوں اور آئندہ اس کے کسی لین دین یا قول وفعل کا ذمہ دار نہ ہوں گا۔ xyxy=(414,1627,591,1723)
label-number: 54 xyxy=(9,363,35,383)
label-word: بقیہ xyxy=(131,571,174,591)
court-notice xyxy=(1203,1308,1395,1688)
label-word: بقیہ xyxy=(1177,379,1220,399)
notice-heading: شیخوپورہ xyxy=(1063,1422,1137,1440)
continuation-label xyxy=(879,241,1046,263)
notice-date: 21-5-2025 xyxy=(472,1919,527,1930)
article-text: جاری کیا گیا۔ صوبائی حکومت نے صحت کارڈ پروگرام کو مزید اضلاع تک توسیع دینے کا فیصلہ کیا ہے۔ xyxy=(705,342,873,385)
article-text: احتجاج ریکارڈ کرایا گیا۔ دفتر خارجہ نے بھارتی ناظم الامور کو طلب کر کے شدید احتجاج کیا۔ xyxy=(8,463,176,506)
notice-body xyxy=(1211,1444,1387,1682)
label-main: بقیہ جات xyxy=(384,568,480,588)
label-word: بقیہ xyxy=(1003,348,1046,368)
label-number: 2 xyxy=(1229,428,1255,448)
label-main: بقیہ جات xyxy=(384,435,480,455)
article-text: 26 مئی کو اجلاس طلب کر لیا گیا ہے۔ xyxy=(22,597,176,608)
notice-heading: چنیوٹ xyxy=(1275,2024,1323,2042)
label-number: 58 xyxy=(9,615,35,635)
article-text: کو نقصان پہنچانا چاہتا ہے، عالمی برادری اس کا نوٹس لے۔ پہلگام واقعے سمیت سمجھوتہ ایکسپریس کی بھی غیر جانبدارانہ تحقیقات کی جائیں۔ انہوں نے کہا کہ بھارت کی دہشت گردی پوری دنیا میں عیاں ہو چکی ہے، نیندر مودی نے آر ایس ایس کے ایجنڈے پر عمل درآمد کرتے ہوئے اپنے متعصبانہ رویے سے نہ صرف بھارت میں آباد اقلیتوں پر عرصہ حیات تنگ کر دیا ہے بلکہ دوسرے ممالک میں بھی اپنے مخالفین کو ٹارگٹ کلنگ کے ذریعے راستے سے ہٹانے کا ٹاسک سیکورٹی اداروں کو دے رکھا ہے۔ امریکہ، کینیڈا میں ہونے والی دہشت گردی اس کا واضح ثبوت ہے۔ ضرورت اس امر کی ہے کہ عالمی برادری اس کا سختی سے نوٹس لے۔ xyxy=(530,26,698,270)
court-notice xyxy=(1004,1840,1196,2110)
notice-heading: عاق نامہ xyxy=(470,1602,535,1620)
article-text: پنجاب پولیس نے صوبے بھر میں سیکیورٹی ہائی الرٹ کر دی ہے۔ 100 سے زائد مقامات پر ناکے لگا دیئے گئے۔ حساس تنصیبات کی سیکیورٹی سخت کر دی گئی ہے۔ xyxy=(530,482,698,555)
label-main: بقیہ جات xyxy=(1081,546,1177,566)
continuation-label xyxy=(1228,427,1395,449)
label-main: بقیہ جات xyxy=(384,59,480,79)
notice-tail: اصالتاً یا وکالتاً حاضر عدالت آکر پیروی و جوابدہی کریں، بصورت دیگر حسب ضابطہ یکطرفہ کارروائی عمل میں لائی جائے گی۔ آج ہمارے دستخط ومہر عدالت کے جاری ہوا xyxy=(414,1498,591,1577)
notice-text: کوآپریٹو بلڈنگ ایوان عدل لاہور۔ درخواست حصول سرٹیفکیٹ۔ ہرگاہ سائل نے درخواست گزاری ہے لہٰذا ہر خاص وعام کو بذریعہ اشتہار مطلع کیا جاتا ہے کہ کسی کو کوئی عذر نسبت درخواست سائل ہو تو اصالتاً یا وکالتاً یا بذریعہ مختار خاص عدالت ہذا میں آپ بتقرر xyxy=(215,2023,392,2136)
label-main: بقیہ جات xyxy=(907,106,1003,126)
label-number: 3 xyxy=(1229,813,1255,833)
continuation-label xyxy=(705,105,872,127)
notice-text: مدعاعلیہ عدالت سے گریزاں ہے ان کی تعمیل آسان طریقہ سے ہونا مشکل ہے لہٰذا بذریعہ اخبار اشتہار مدعاعلیہ کو مطلع کیا جاتا ہے کہ آپ بتقرر xyxy=(812,2040,989,2102)
label-number: 42 xyxy=(358,301,384,321)
continuation-label xyxy=(531,275,698,297)
court-notices-section xyxy=(4,1300,1398,2554)
court-notice xyxy=(1004,1660,1196,1834)
notice-text: دعویٰ حصول حقوق۔ عنوان مقدمہ بنام۔ بتاریخ xyxy=(1011,2005,1188,2033)
continuation-label xyxy=(1054,635,1221,657)
label-main: بقیہ جات xyxy=(35,615,131,635)
label-number: 51 xyxy=(183,559,209,579)
notice-text: مدعاعلیہ کی تعمیل عام طریقہ سے ہونا مشکل ہے لہٰذا اشتہار اخبار مطلع کیا جاتا ہے کہ وہ تاریخ مقرر xyxy=(1210,1833,1387,1878)
label-number: 49 xyxy=(183,394,209,414)
notice-heading: شیخوپورہ xyxy=(1262,1422,1336,1440)
label-main: بقیہ جات xyxy=(558,276,654,296)
article-text: مسلم لیگ ن کے رہنماؤں نے کہا کہ حکومت عوامی مسائل کے حل کیلئے دن رات کوشاں ہے۔ ترقیاتی منصوبے بروقت مکمل کئے جائیں گے۔ xyxy=(8,299,176,357)
notice-heading: اطلاع عام طلاق ڈگری xyxy=(1019,1670,1181,1688)
news-column xyxy=(178,24,352,1296)
notice-date: 3-5-2025 xyxy=(812,1850,861,1861)
notice-text: دعویٰ تنسیخ نکاح وغیرہ۔ عنوان مقدمہ بنام۔ ہرگاہ مقدمہ عنوان بالا میں مدعاعلیہ کی تعمیل آسان طریقہ سے ہونا مشکل ہے لہٰذا بذریعہ اشتہار اخبار مطلع کیا جاتا ہے کہ آپ مورخہ xyxy=(613,1705,790,1784)
notice-heading: سول جج گارڈین جج اوکاڑہ xyxy=(31,1722,177,1766)
notice-heading: بعدالت جناب بلال افتخار xyxy=(637,1318,766,1362)
notice-text: دعویٰ استقرار حق۔ محمد افضل بنام مہر دین وغیرہ۔ ہرگاہ مقدمہ عنوان بالا میں مدعاعلیہم کی تعمیل عام طریقہ سے ہونا مشکل ہے لہٰذا بذریعہ اشتہار اخبار مطلع کیا جاتا ہے کہ مورخہ xyxy=(613,1989,790,2068)
notice-text: دعویٰ: تنسیخ نکاح دلاپانے نان ونفقہ۔ عنوان مقدمہ۔ ثناء منیر وغیرہ بنام شہزاد رضا۔ اخبار اشتہار بنام۔ شہزاد رضا ولد محمد اختر قوم جٹ تحصیل وضلع شیخوپورہ۔ مدعاعلیہ کو بذریعہ اشتہار مطلع کیا جاتا ہے کہ تاریخ مورخہ xyxy=(812,1447,989,1543)
notice-heading: بعدالت جناب محترمہ سعدیہ اسلم xyxy=(1024,2392,1176,2436)
label-word: بقیہ xyxy=(1003,242,1046,262)
notice-heading: صاحبہ سول جج ضلع شیخوپورہ xyxy=(1024,2444,1176,2488)
notice-heading: بعدالت جناب عالمگیر لیاقت xyxy=(824,1670,978,1714)
notice-body xyxy=(613,1702,789,1838)
label-number: 56 xyxy=(9,512,35,532)
article-text: 20 مئی تک درخواستیں جمع کرائی جا سکیں گی۔ اہل امیدواروں کے انٹرویوز بعد میں ہوں گے۔ xyxy=(182,345,350,388)
article-text: امیدوار کی نامزدگی کے حوالے سے پارٹی قیادت حتمی فیصلہ کرے گی۔ xyxy=(356,327,524,354)
notice-date: 03-05-2025 xyxy=(863,1532,925,1543)
notice-heading: صاحب سول جج گارڈین کورٹ xyxy=(19,1370,190,1414)
continuation-label xyxy=(8,151,175,173)
notice-date: 30-4-2025 xyxy=(337,1558,392,1569)
notice-heading: نوشہرہ ضلع خوشاب xyxy=(27,1422,181,1440)
article-text: سکتیں۔ xyxy=(1189,26,1221,37)
label-number: 57 xyxy=(9,571,35,591)
article-text: اشتہار اور 2024 کے بجٹ کا تخمینہ حجم 2 ہزار 393 ارب روپے تھا۔ xyxy=(356,26,524,53)
label-word: بقیہ xyxy=(480,509,523,529)
notice-heading: بعدالت جناب محترم رحمان الٰہی xyxy=(1027,1318,1172,1362)
